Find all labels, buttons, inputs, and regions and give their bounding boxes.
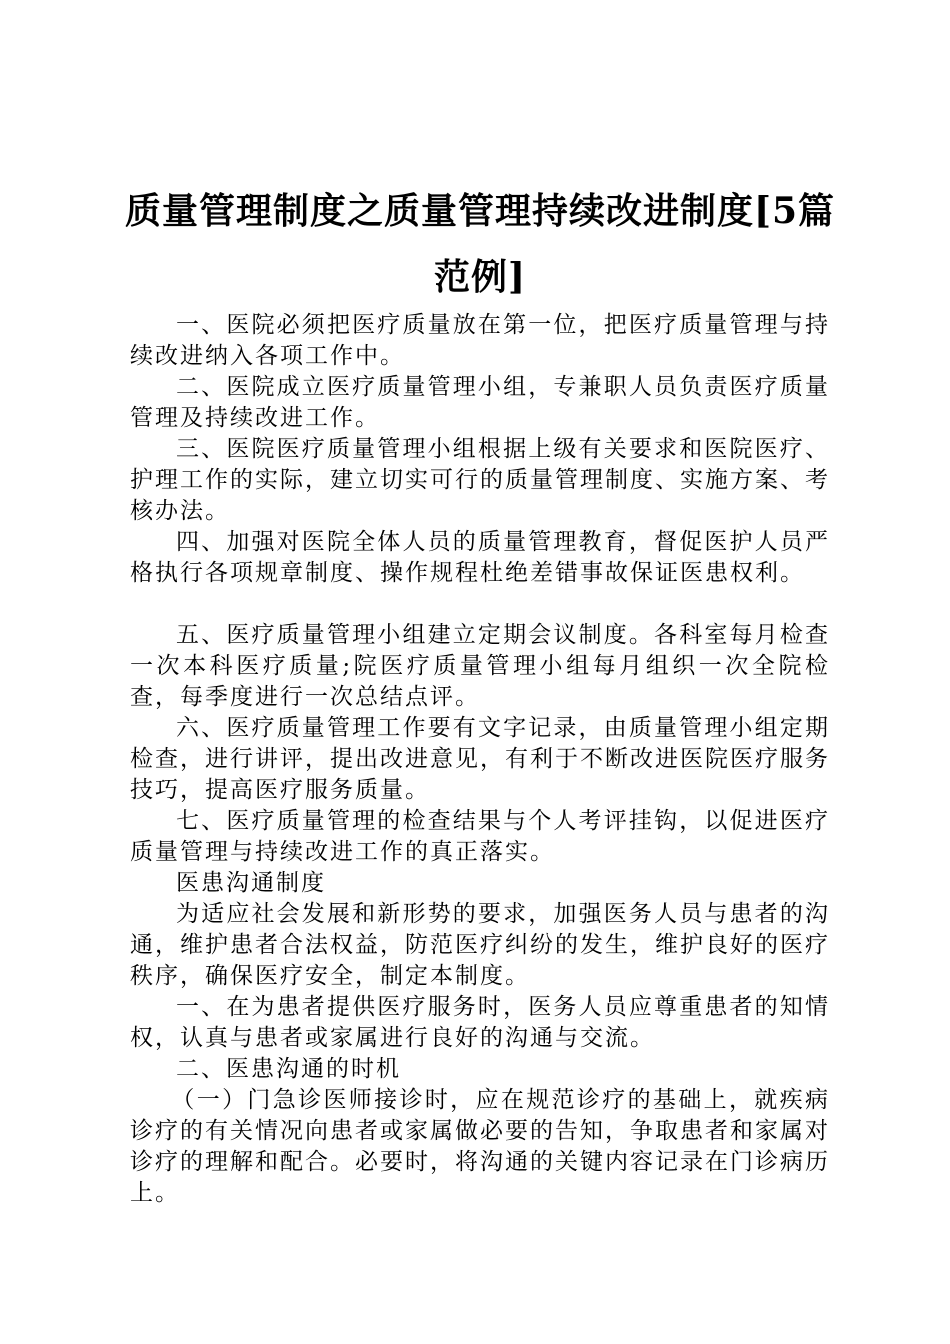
- paragraph-communication-2: 二、医患沟通的时机: [176, 1056, 401, 1082]
- paragraph-6: 六、医疗质量管理工作要有文字记录，由质量管理小组定期检查，进行讲评，提出改进意见，有利于不断改进医院医疗服务技巧，提高医疗服务质量。: [130, 715, 830, 803]
- paragraph-2: 二、医院成立医疗质量管理小组，专兼职人员负责医疗质量管理及持续改进工作。: [130, 374, 830, 431]
- paragraph-7: 七、医疗质量管理的检查结果与个人考评挂钩，以促进医疗质量管理与持续改进工作的真正落实。: [130, 808, 830, 865]
- paragraph-1: 一、医院必须把医疗质量放在第一位，把医疗质量管理与持续改进纳入各项工作中。: [130, 312, 830, 369]
- document-title: 质量管理制度之质量管理持续改进制度[5篇范例]: [124, 190, 836, 298]
- document-body: [130, 310, 830, 1209]
- paragraph-5: 五、医疗质量管理小组建立定期会议制度。各科室每月检查一次本科医疗质量;院医疗质量管理小组每月组织一次全院检查，每季度进行一次总结点评。: [130, 622, 830, 710]
- paragraph-communication-2-1: （一）门急诊医师接诊时，应在规范诊疗的基础上，就疾病诊疗的有关情况向患者或家属做必要的告知，争取患者和家属对诊疗的理解和配合。必要时，将沟通的关键内容记录在门诊病历上。: [130, 1087, 830, 1206]
- section-heading-communication: 医患沟通制度: [176, 870, 326, 896]
- document-page: [124, 178, 836, 1209]
- paragraph-3: 三、医院医疗质量管理小组根据上级有关要求和医院医疗、护理工作的实际，建立切实可行的质量管理制度、实施方案、考核办法。: [130, 436, 830, 524]
- paragraph-communication-1: 一、在为患者提供医疗服务时，医务人员应尊重患者的知情权，认真与患者或家属进行良好的沟通与交流。: [130, 994, 830, 1051]
- paragraph-4: 四、加强对医院全体人员的质量管理教育，督促医护人员严格执行各项规章制度、操作规程杜绝差错事故保证医患权利。: [130, 529, 830, 586]
- paragraph-communication-intro: 为适应社会发展和新形势的要求，加强医务人员与患者的沟通，维护患者合法权益，防范医疗纠纷的发生，维护良好的医疗秩序，确保医疗安全，制定本制度。: [130, 901, 830, 989]
